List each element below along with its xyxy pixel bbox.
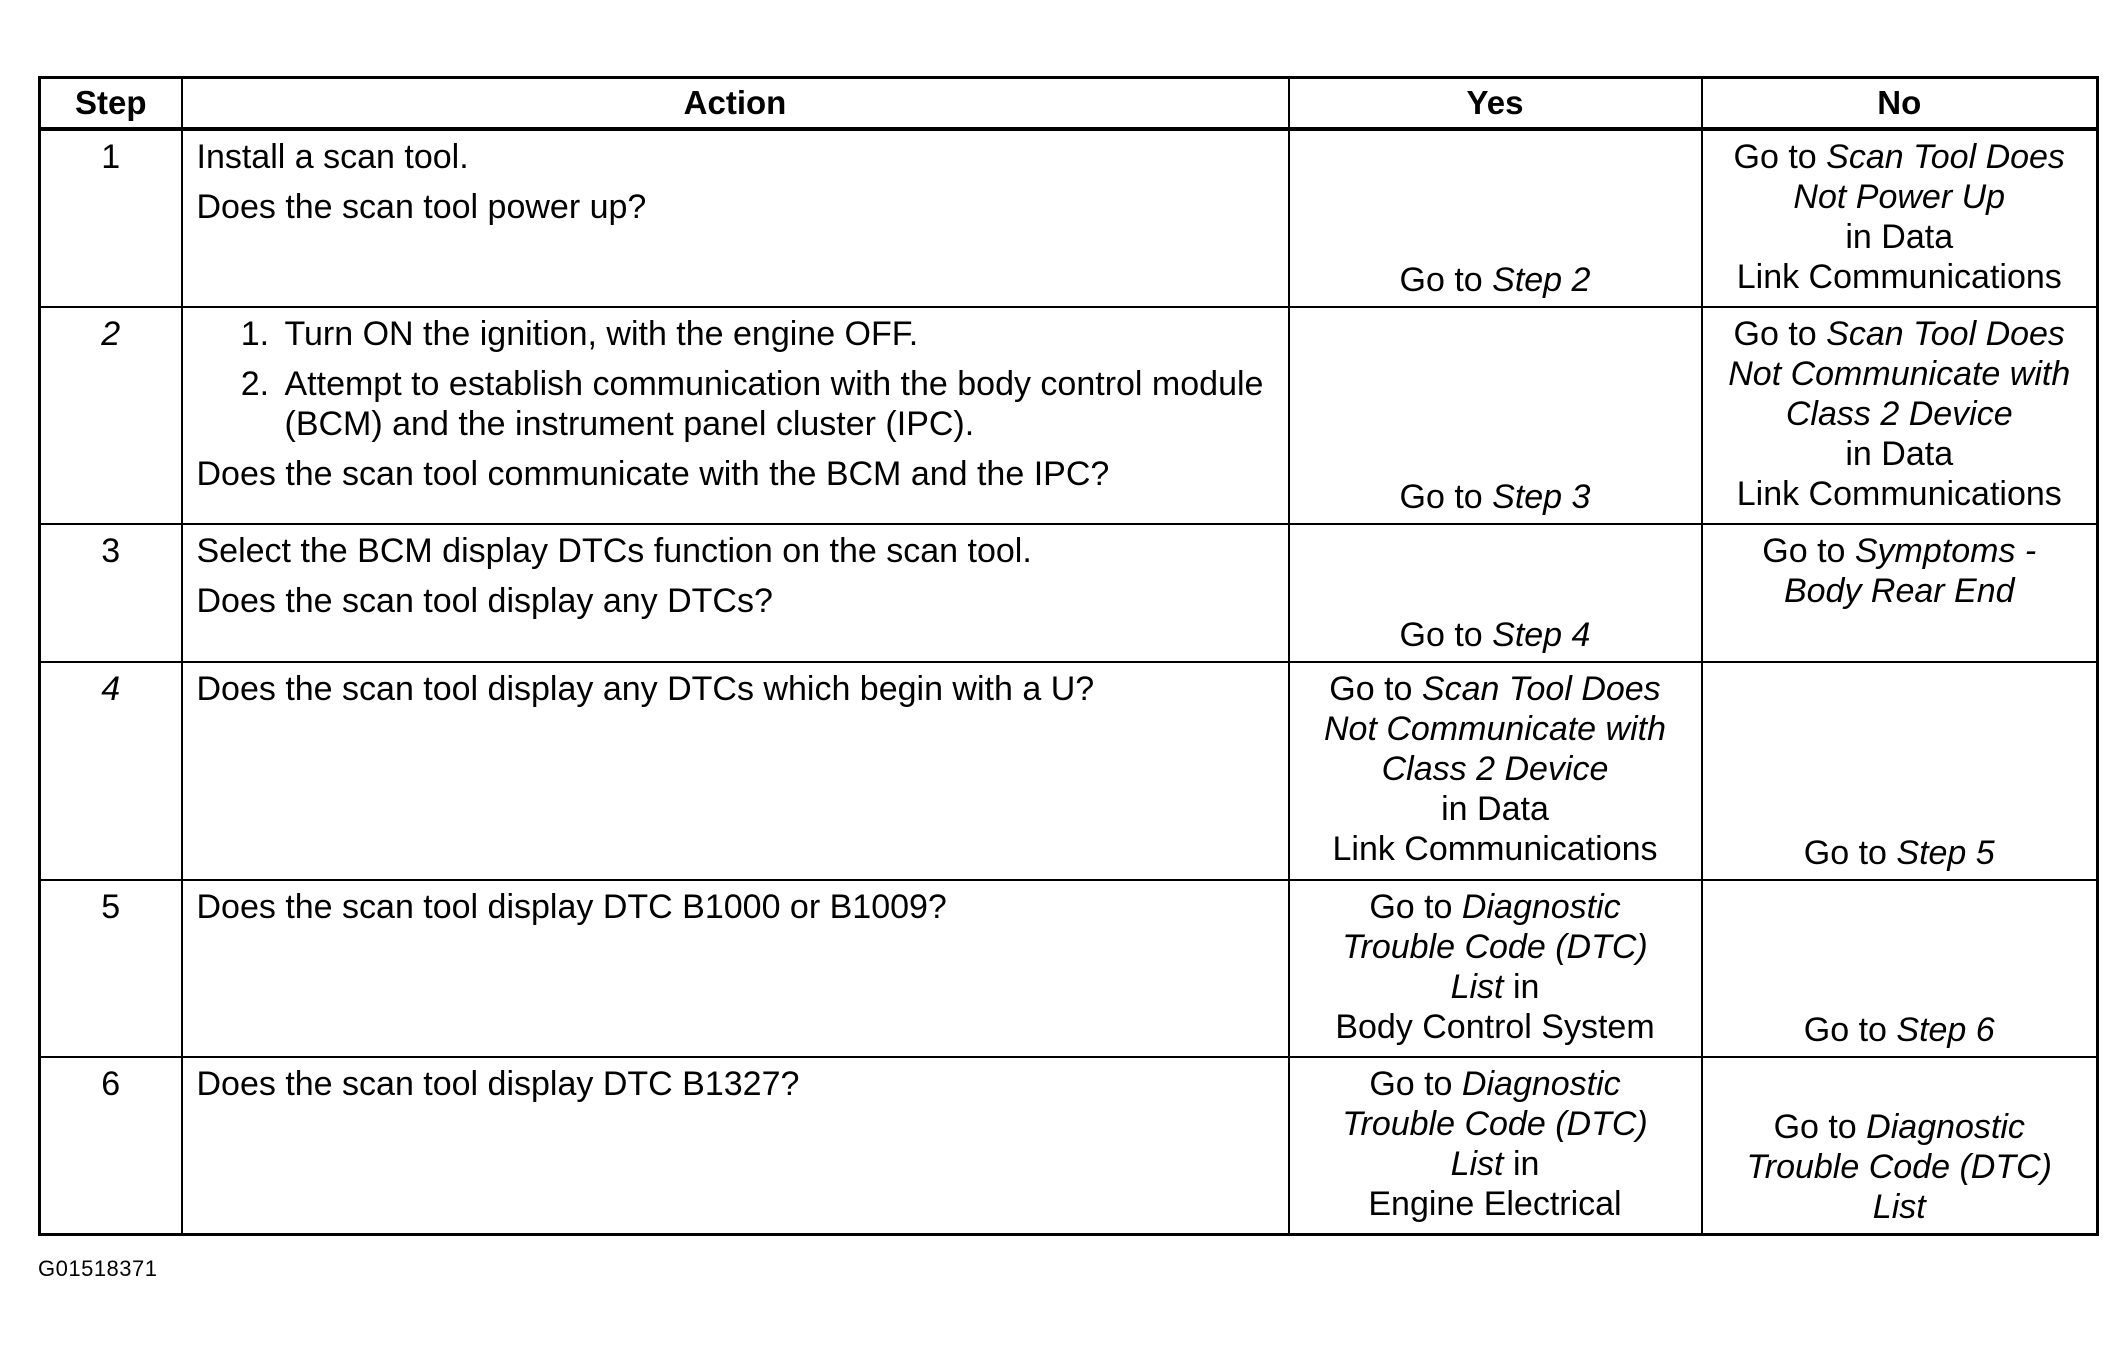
table-row [40, 662, 2098, 880]
reference-location: Link Communications [1736, 258, 2062, 296]
reference-location: in Data [1845, 218, 1954, 256]
reference-link[interactable]: Diagnostic [1461, 888, 1621, 926]
action-cell [182, 129, 1289, 307]
action-text: Select the BCM display DTCs function on the scan tool. [196, 532, 1032, 570]
step-link[interactable]: Step 5 [1896, 834, 1995, 872]
step-number: 5 [40, 880, 182, 1057]
reference-location: Body Control System [1335, 1008, 1655, 1046]
step-link[interactable]: Step 6 [1896, 1011, 1995, 1049]
go-to-text: Go to [1369, 888, 1462, 926]
step-link[interactable]: Step 3 [1492, 478, 1591, 516]
table-header-row [40, 78, 2098, 130]
reference-link[interactable]: Trouble Code (DTC) [1342, 928, 1648, 966]
step-number: 3 [40, 524, 182, 662]
yes-cell [1289, 880, 1702, 1057]
go-to-text: Go to [1733, 315, 1827, 353]
reference-connector: in [1503, 968, 1540, 1006]
no-cell [1702, 880, 2098, 1057]
action-question: Does the scan tool power up? [196, 188, 647, 226]
figure-id: G01518371 [38, 1256, 158, 1281]
reference-link[interactable]: Not Power Up [1793, 178, 2006, 216]
reference-link[interactable]: List [1450, 1145, 1504, 1183]
reference-link[interactable]: Scan Tool Does [1826, 315, 2065, 353]
reference-link[interactable]: Scan Tool Does [1826, 138, 2065, 176]
no-cell [1702, 1057, 2098, 1235]
table-row [40, 524, 2098, 662]
diagnostic-table-container [38, 76, 2096, 1236]
go-to-text: Go to [1803, 834, 1897, 872]
no-cell [1702, 307, 2098, 524]
header-step: Step [40, 78, 182, 130]
action-cell [182, 880, 1289, 1057]
reference-link[interactable]: Class 2 Device [1785, 395, 2013, 433]
action-cell [182, 1057, 1289, 1235]
reference-link[interactable]: List [1450, 968, 1504, 1006]
reference-connector: in [1503, 1145, 1540, 1183]
header-yes: Yes [1289, 78, 1702, 130]
action-cell [182, 524, 1289, 662]
no-cell [1702, 662, 2098, 880]
go-to-text: Go to [1803, 1011, 1897, 1049]
reference-link[interactable]: List [1872, 1188, 1926, 1226]
reference-link[interactable]: Symptoms - [1854, 532, 2037, 570]
action-list-item: 2. Attempt to establish communication with the body control module (BCM) and the instrument panel cluster (IPC). [279, 364, 1274, 444]
reference-link[interactable]: Diagnostic [1461, 1065, 1621, 1103]
step-number: 2 [40, 307, 182, 524]
yes-cell [1289, 662, 1702, 880]
reference-link[interactable]: Scan Tool Does [1421, 670, 1661, 708]
step-number: 6 [40, 1057, 182, 1235]
action-question: Does the scan tool communicate with the BCM and the IPC? [196, 455, 1110, 493]
table-row [40, 880, 2098, 1057]
reference-location: in Data [1441, 790, 1549, 828]
no-cell [1702, 524, 2098, 662]
yes-cell [1289, 1057, 1702, 1235]
table-row [40, 307, 2098, 524]
step-link[interactable]: Step 2 [1492, 261, 1591, 299]
step-number: 4 [40, 662, 182, 880]
reference-location: in Data [1845, 435, 1954, 473]
action-question: Does the scan tool display any DTCs? [196, 582, 773, 620]
action-list [197, 314, 1274, 444]
step-link[interactable]: Step 4 [1492, 616, 1591, 654]
reference-link[interactable]: Body Rear End [1783, 572, 2015, 610]
action-text: Install a scan tool. [196, 138, 469, 176]
reference-link[interactable]: Not Communicate with [1323, 710, 1666, 748]
action-question: Does the scan tool display any DTCs which begin with a U? [196, 670, 1095, 708]
diagnostic-table [38, 76, 2099, 1236]
action-cell [182, 307, 1289, 524]
yes-cell [1289, 307, 1702, 524]
go-to-text: Go to [1733, 138, 1827, 176]
action-question: Does the scan tool display DTC B1000 or B1009? [196, 888, 947, 926]
reference-link[interactable]: Not Communicate with [1728, 355, 2071, 393]
step-number: 1 [40, 129, 182, 307]
go-to-text: Go to [1762, 532, 1855, 570]
reference-link[interactable]: Trouble Code (DTC) [1746, 1148, 2052, 1186]
table-row [40, 129, 2098, 307]
yes-cell [1289, 129, 1702, 307]
go-to-text: Go to [1329, 670, 1422, 708]
table-row [40, 1057, 2098, 1235]
header-action: Action [182, 78, 1289, 130]
header-no: No [1702, 78, 2098, 130]
go-to-text: Go to [1399, 478, 1493, 516]
reference-location: Link Communications [1736, 475, 2062, 513]
reference-location: Link Communications [1332, 830, 1658, 868]
reference-location: Engine Electrical [1368, 1185, 1622, 1223]
go-to-text: Go to [1773, 1108, 1867, 1146]
go-to-text: Go to [1369, 1065, 1462, 1103]
reference-link[interactable]: Trouble Code (DTC) [1342, 1105, 1648, 1143]
reference-link[interactable]: Class 2 Device [1381, 750, 1609, 788]
action-question: Does the scan tool display DTC B1327? [196, 1065, 800, 1103]
reference-link[interactable]: Diagnostic [1866, 1108, 2025, 1146]
no-cell [1702, 129, 2098, 307]
action-list-item: 1. Turn ON the ignition, with the engine OFF. [279, 314, 1274, 354]
go-to-text: Go to [1399, 261, 1493, 299]
go-to-text: Go to [1399, 616, 1493, 654]
yes-cell [1289, 524, 1702, 662]
action-cell [182, 662, 1289, 880]
